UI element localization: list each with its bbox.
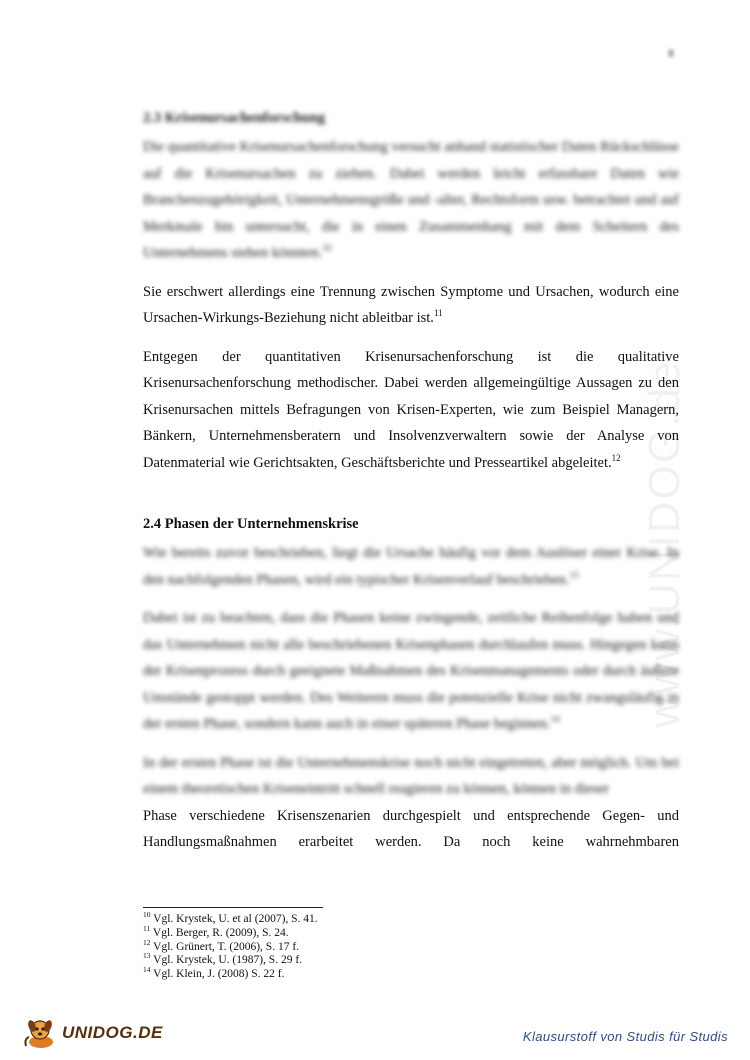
footnote-number: 14: [143, 965, 151, 975]
footnote-divider: [143, 907, 323, 908]
footnote: [143, 923, 318, 941]
page-number: 8: [668, 46, 674, 60]
dog-icon: [22, 1015, 58, 1051]
paragraph: Phase verschiedene Krisenszenarien durchgespielt und entsprechende Gegen- und Handlungsmaßnahmen erarbeitet werden. Da noch keine wahrnehmbaren: [143, 807, 679, 850]
footnote-ref: 12: [611, 452, 621, 463]
section-heading-2-4: 2.4 Phasen der Unternehmenskrise: [143, 516, 359, 532]
section-heading-2-3: 2.3 Krisenursachenforschung: [143, 110, 326, 126]
paragraph-text: Wie bereits zuvor beschrieben, liegt die Ursache häufig vor dem Auslöser einer Krise. In den nachfolgenden Phasen, wird ein typischer Krisenverlauf beschrieben.: [143, 545, 679, 588]
paragraph-text: Dabei ist zu beachten, dass die Phasen keine zwingende, zeitliche Reihenfolge haben und das Unternehmen nicht alle beschriebenen Krisenphasen durchlaufen muss. Hingegen kann der Krisenprozess durch geeignete Maßnahmen des Krisenmanagements oder durch äußere Umstände gestoppt werden. Des Weiteren muss die potenzielle Krise nicht zwangsläufig in der ersten Phase, sondern kann auch in einer späteren Phase beginnen.: [143, 610, 679, 732]
footnote: [143, 937, 318, 955]
tagline: Klausurstoff von Studis für Studis: [522, 1029, 728, 1044]
footnote: [143, 951, 318, 968]
footnote-ref: 14: [550, 714, 560, 725]
paragraph-text: Die quantitative Krisenursachenforschung versucht anhand statistischer Daten Rückschlüsse auf die Krisenursachen zu ziehen. Dabei werden leicht erfassbare Daten wie Branchenzugehörigkeit, Unternehmensgröße und -alter, Rechtsform usw. betrachtet und auf Merkmale hin untersucht, die in einen Zusammenhang mit dem Scheitern des Unternehmens stehen könnten.: [143, 139, 679, 261]
footnote-number: 11: [143, 923, 151, 933]
footnote-number: 12: [143, 937, 151, 947]
footnote-ref: 13: [569, 569, 579, 580]
footnote-text: Vgl. Krystek, U. (1987), S. 29 f.: [153, 954, 303, 967]
footnote-text: Vgl. Klein, J. (2008) S. 22 f.: [153, 968, 285, 981]
footnote-ref: 10: [322, 243, 332, 254]
footnote: [143, 910, 318, 927]
footnote: [143, 965, 318, 982]
paragraph: [143, 344, 679, 477]
document-body: [143, 108, 679, 856]
blurred-paragraph: In der ersten Phase ist die Unternehmenskrise noch nicht eingetreten, aber möglich. Um bei einem theoretischen Kriseneintritt schnell reagieren zu können, können in dieser: [143, 754, 679, 797]
footnote-text: Vgl. Krystek, U. et al (2007), S. 41.: [153, 913, 318, 925]
footnote-text: Vgl. Berger, R. (2009), S. 24.: [152, 926, 289, 939]
unidog-logo: [22, 1015, 163, 1051]
footnotes: [143, 910, 318, 982]
footnote-number: 10: [143, 910, 151, 920]
paragraph: [143, 279, 679, 332]
paragraph-text: Entgegen der quantitativen Krisenursachenforschung ist die qualitative Krisenursachenforschung methodischer. Dabei werden allgemeingültige Aussagen zu den Krisenursachen mittels Befragungen von Krisen-Experten, wie zum Beispiel Managern, Bänkern, Unternehmensberatern und Insolvenzverwaltern sowie der Analyse von Datenmaterial wie Gerichtsakten, Geschäftsberichte und Presseartikel abgeleitet.: [143, 348, 679, 471]
footnote-number: 13: [143, 951, 151, 961]
blurred-paragraph: [143, 134, 679, 267]
blurred-paragraph: [143, 605, 679, 738]
blurred-paragraph: [143, 540, 679, 593]
logo-text: UNIDOG.DE: [62, 1023, 163, 1042]
footnote-text: Vgl. Grünert, T. (2006), S. 17 f.: [153, 940, 300, 953]
watermark-text: www.UNIDOG.de: [640, 359, 689, 728]
footnote-ref: 11: [433, 308, 443, 319]
paragraph-text: Sie erschwert allerdings eine Trennung zwischen Symptome und Ursachen, wodurch eine Ursachen-Wirkungs-Beziehung nicht ableitbar ist.: [143, 283, 679, 326]
